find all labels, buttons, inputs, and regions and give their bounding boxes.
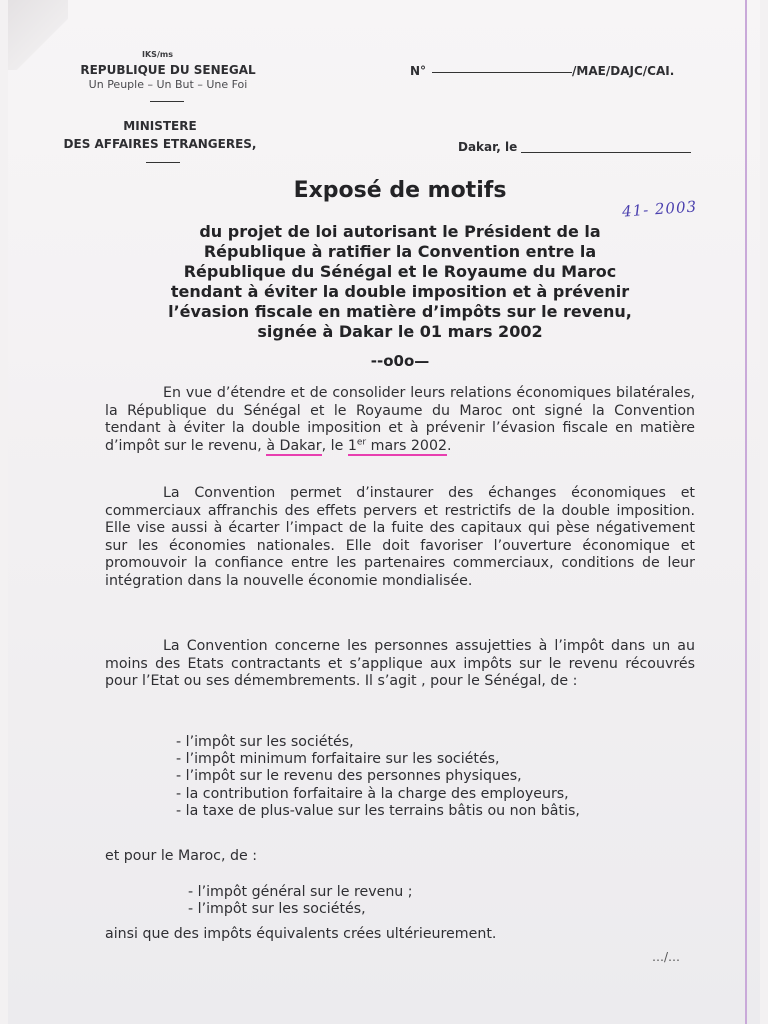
list-item: - la taxe de plus-value sur les terrains bâtis ou non bâtis, <box>176 802 580 819</box>
date-day: 1 <box>347 437 357 454</box>
senegal-tax-list <box>176 734 580 820</box>
reference-number-line <box>410 64 674 78</box>
paragraph-3 <box>105 638 695 691</box>
page-corner-fold <box>8 0 68 70</box>
date-line <box>458 140 691 154</box>
ministry-line-1: MINISTERE <box>123 119 197 133</box>
highlighted-date <box>348 438 447 456</box>
author-initials: IKS/ms <box>142 50 173 59</box>
document-subtitle <box>150 222 650 342</box>
section-separator: --o0o— <box>370 352 430 370</box>
paragraph-1 <box>105 385 695 455</box>
subtitle-line: du projet de loi autorisant le Président de la <box>199 222 601 241</box>
date-label: Dakar, le <box>458 140 518 154</box>
maroc-intro: et pour le Maroc, de : <box>105 848 257 864</box>
list-item: - l’impôt sur le revenu des personnes physiques, <box>176 768 522 785</box>
number-label: N° <box>410 64 427 78</box>
paragraph-1-text-b: , le <box>321 437 348 454</box>
list-item: - l’impôt sur les sociétés, <box>188 901 366 918</box>
number-blank <box>432 71 572 73</box>
ministry-line-2: DES AFFAIRES ETRANGERES, <box>63 137 257 151</box>
list-item: - l’impôt général sur le revenu ; <box>188 884 413 900</box>
date-blank <box>521 152 691 153</box>
subtitle-line: l’évasion fiscale en matière d’impôts sur le revenu, <box>168 302 632 321</box>
list-item: - l’impôt minimum forfaitaire sur les sociétés, <box>176 751 500 768</box>
document-title: Exposé de motifs <box>293 178 507 203</box>
highlighted-place: à Dakar <box>266 437 322 454</box>
paragraph-1-end: . <box>447 437 452 454</box>
continuation-mark: …/… <box>652 950 681 964</box>
subtitle-line: République du Sénégal et le Royaume du Maroc <box>183 262 617 281</box>
subtitle-line: tendant à éviter la double imposition et à prévenir <box>170 282 630 301</box>
header-rule-top <box>150 101 184 102</box>
paragraph-2-text: La Convention permet d’instaurer des échanges économiques et commerciaux affranchis des effets pervers et restrictifs de la double imposition. Elle vise aussi à écarter l’impact de la fuite des capitaux qui pèse négativement sur les économies nationales. Elle doit favoriser l’ouverture économique et promouvoir la confiance entre les partenaires commerciaux, conditions de leur intégration dans la nouvelle économie mondialisée. <box>105 485 695 589</box>
subtitle-line: signée à Dakar le 01 mars 2002 <box>257 322 543 341</box>
subtitle-line: République à ratifier la Convention entre la <box>203 242 597 261</box>
list-item: - la contribution forfaitaire à la charge des employeurs, <box>176 785 569 802</box>
margin-line <box>745 0 747 1024</box>
paragraph-2 <box>105 485 695 590</box>
date-day-sup: er <box>356 436 367 447</box>
paragraph-3-text: La Convention concerne les personnes assujetties à l’impôt dans un au moins des Etats contractants et s’applique aux impôts sur le revenu récouvrés pour l’Etat ou ses démembrements. Il s’agit , pour le Sénégal, de : <box>105 638 695 689</box>
handwritten-note: 41- 2003 <box>621 197 698 221</box>
closing-line: ainsi que des impôts équivalents crées ultérieurement. <box>105 926 497 942</box>
national-motto: Un Peuple – Un But – Une Foi <box>88 78 248 91</box>
country-name: REPUBLIQUE DU SENEGAL <box>80 63 256 77</box>
header-rule-bottom <box>146 162 180 163</box>
paragraph-1-text: En vue d’étendre et de consolider leurs relations économiques bilatérales, la République du Sénégal et le Royaume du Maroc ont signé la Convention tendant à éviter la double imposition et à prévenir l’évasion fiscale en matière d’impôt sur le revenu, <box>105 385 695 454</box>
ministry-name <box>60 117 260 153</box>
date-month-year: mars 2002 <box>366 437 448 454</box>
number-suffix: /MAE/DAJC/CAI. <box>572 64 675 78</box>
list-item: - l’impôt sur les sociétés, <box>176 734 354 750</box>
maroc-tax-list <box>188 884 413 918</box>
